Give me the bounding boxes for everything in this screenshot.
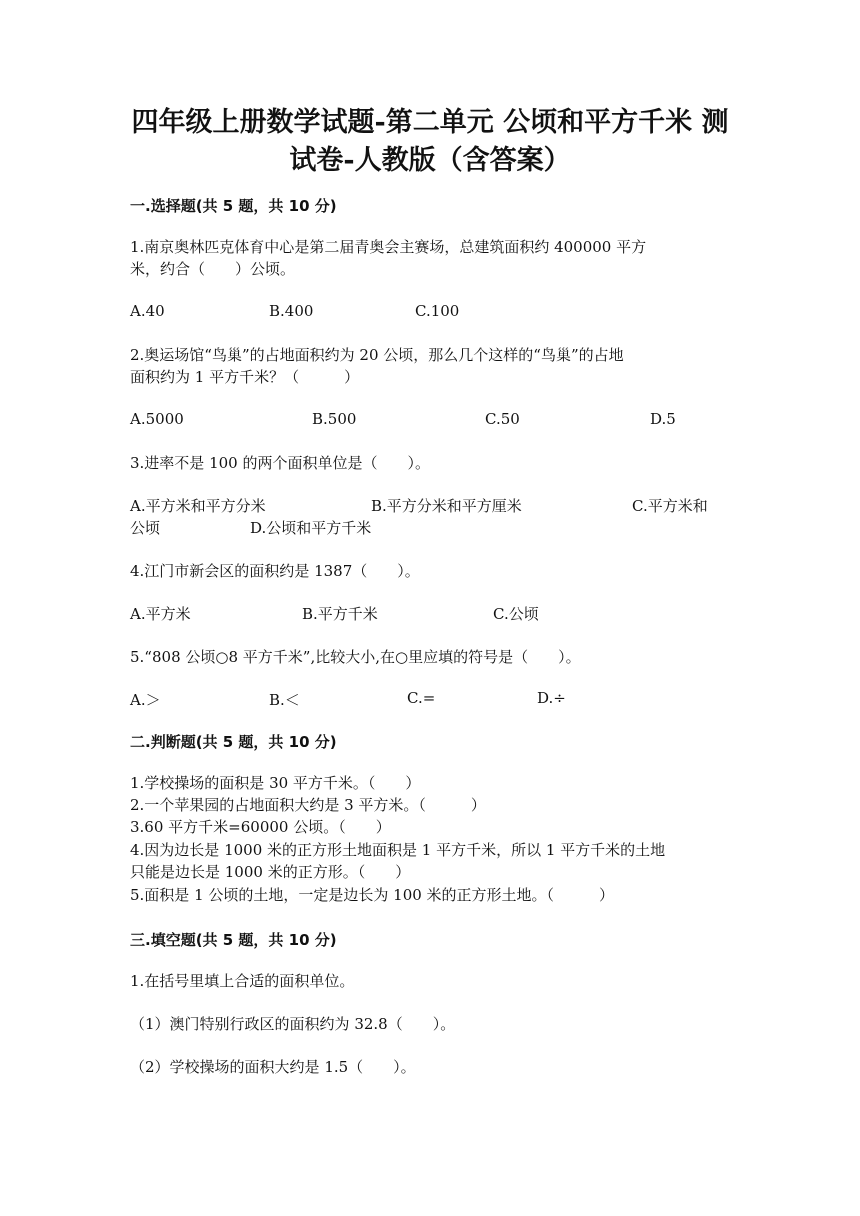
q1-option-a: A.40	[130, 302, 165, 320]
q4-option-b: B.平方千米	[302, 605, 378, 623]
question-4-line-1: 4.江门市新会区的面积约是 1387（ ）。	[130, 562, 420, 580]
question-2-line-2: 面积约为 1 平方千米？（ ）	[130, 368, 360, 386]
judge-line-4: 4.因为边长是 1000 米的正方形土地面积是 1 平方千米，所以 1 平方千米的土地	[130, 841, 666, 859]
judge-line-6: 5.面积是 1 公顷的土地，一定是边长为 100 米的正方形土地。（ ）	[130, 886, 615, 904]
q2-option-b: B.500	[312, 410, 357, 428]
judge-line-3: 3.60 平方千米=60000 公顷。（ ）	[130, 818, 391, 836]
title-line-1: 四年级上册数学试题-第二单元 公顷和平方千米 测	[131, 107, 729, 138]
question-1-line-2: 米，约合（ ）公顷。	[130, 260, 296, 278]
question-2-line-1: 2.奥运场馆“鸟巢”的占地面积约为 20 公顷，那么几个这样的“鸟巢”的占地	[130, 346, 624, 364]
q1-option-b: B.400	[269, 302, 314, 320]
q4-option-c: C.公顷	[493, 605, 539, 623]
q5-option-a: A.＞	[130, 691, 161, 709]
question-3-line-1: 3.进率不是 100 的两个面积单位是（ ）。	[130, 454, 430, 472]
q2-option-a: A.5000	[130, 410, 184, 428]
fill-sub-1: （1）澳门特别行政区的面积约为 32.8（ ）。	[130, 1015, 456, 1033]
judge-line-1: 1.学校操场的面积是 30 平方千米。（ ）	[130, 774, 421, 792]
question-1-line-1: 1.南京奥林匹克体育中心是第二届青奥会主赛场，总建筑面积约 400000 平方	[130, 238, 647, 256]
q3-option-b: B.平方分米和平方厘米	[371, 497, 522, 515]
q4-option-a: A.平方米	[130, 605, 191, 623]
q5-option-b: B.＜	[269, 691, 300, 709]
section-heading-choice: 一.选择题(共 5 题，共 10 分)	[130, 197, 337, 215]
q1-option-c: C.100	[415, 302, 460, 320]
document-title	[90, 104, 770, 180]
judge-line-2: 2.一个苹果园的占地面积大约是 3 平方米。（ ）	[130, 796, 486, 814]
q3-option-a: A.平方米和平方分米	[130, 497, 266, 515]
fill-sub-2: （2）学校操场的面积大约是 1.5（ ）。	[130, 1058, 416, 1076]
judge-line-5: 只能是边长是 1000 米的正方形。（ ）	[130, 863, 411, 881]
section-heading-judge: 二.判断题(共 5 题，共 10 分)	[130, 733, 337, 751]
q5-option-c: C.=	[407, 689, 436, 707]
q5-option-d: D.÷	[537, 689, 566, 707]
fill-question-1: 1.在括号里填上合适的面积单位。	[130, 972, 355, 990]
section-heading-fill: 三.填空题(共 5 题，共 10 分)	[130, 931, 337, 949]
q2-option-c: C.50	[485, 410, 520, 428]
q3-option-d: D.公顷和平方千米	[250, 519, 372, 537]
q3-option-c: C.平方米和	[632, 497, 708, 515]
q3-option-c-cont: 公顷	[130, 519, 161, 537]
question-5-line-1: 5.“808 公顷○8 平方千米”,比较大小,在○里应填的符号是（ ）。	[130, 648, 581, 666]
q2-option-d: D.5	[650, 410, 676, 428]
title-line-2: 试卷-人教版（含答案）	[289, 145, 571, 176]
